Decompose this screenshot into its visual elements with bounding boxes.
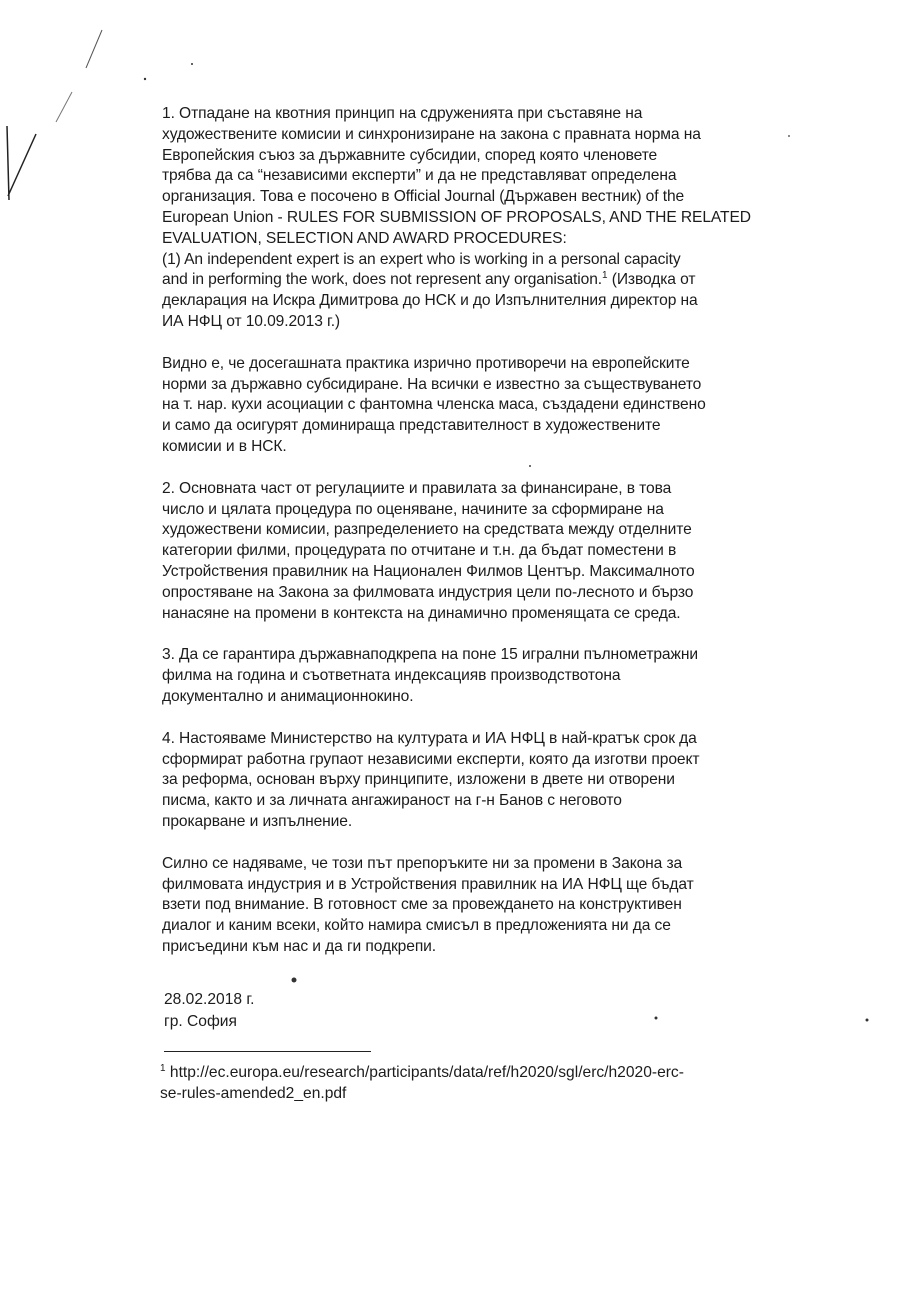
text-line: декларация на Искра Димитрова до НСК и до Изпълнителния директор на — [162, 292, 698, 310]
text-line: трябва да са “независими експерти” и да не представляват определена — [162, 167, 677, 185]
scan-stroke-4 — [7, 126, 9, 200]
paragraph-5 — [162, 729, 772, 833]
text-line: писма, както и за личната ангажираност на г-н Банов с неговото — [162, 792, 622, 810]
letter-body — [162, 104, 772, 979]
text-line: за реформа, основан върху принципите, изложени в двете ни отворени — [162, 771, 675, 789]
scan-dot — [655, 1017, 658, 1020]
paragraph-1 — [162, 104, 772, 333]
text-line: 1. Отпадане на квотния принцип на сдруженията при съставяне на — [162, 105, 643, 122]
text-line: и само да осигурят доминираща представителност в художествените — [162, 417, 661, 435]
text-line: число и цялата процедура по оценяване, начините за сформиране на — [162, 500, 664, 518]
scan-dot — [144, 78, 146, 80]
scan-dot — [866, 1019, 869, 1022]
footnote-divider — [164, 1051, 371, 1052]
letter-place: гр. София — [164, 1013, 237, 1030]
paragraph-6 — [162, 854, 772, 958]
text-line: документално и анимационнокино. — [162, 687, 414, 705]
paragraph-4 — [162, 645, 772, 707]
text-line: филмовата индустрия и в Устройствения правилник на ИА НФЦ ще бъдат — [162, 875, 694, 893]
text-line: филма на година и съответната индексацияв производствотона — [162, 667, 621, 685]
footnote-url-part-1[interactable]: http://ec.europa.eu/research/participants/data/ref/h2020/sgl/erc/h2020-erc- — [165, 1064, 684, 1081]
scan-dot — [191, 63, 193, 65]
scan-dot — [788, 135, 790, 137]
text-line: сформират работна групаот независими експерти, която да изготви проект — [162, 750, 700, 768]
text-line: на т. нар. кухи асоциации с фантомна членска маса, създадени единствено — [162, 396, 706, 414]
text-line: комисии и в НСК. — [162, 437, 287, 455]
text-line: художествени комисии, разпределението на средствата между отделните — [162, 521, 692, 539]
signature-block — [164, 989, 255, 1033]
text-line: 2. Основната част от регулациите и правилата за финансиране, в това — [162, 479, 672, 497]
scan-stroke-2 — [56, 92, 72, 122]
footnote — [160, 1063, 800, 1105]
text-line: нанасяне на промени в контекста на динамично променящата се среда. — [162, 604, 681, 622]
text-line: Устройствения правилник на Национален Филмов Център. Максималното — [162, 562, 695, 580]
text-line: Видно е, че досегашната практика изрично противоречи на европейските — [162, 354, 690, 372]
text-line: опростяване на Закона за филмовата индустрия цели по-лесното и бързо — [162, 583, 694, 601]
text-line: ИА НФЦ от 10.09.2013 г.) — [162, 312, 341, 330]
quote-tail: (Изводка от — [607, 271, 696, 289]
text-line: присъедини към нас и да ги подкрепи. — [162, 937, 437, 955]
text-line: Силно се надяваме, че този път препоръките ни за промени в Закона за — [162, 854, 683, 872]
text-line: прокарване и изпълнение. — [162, 812, 353, 830]
paragraph-3 — [162, 479, 772, 625]
scan-stroke-3 — [8, 134, 36, 196]
footnote-url-part-2[interactable]: se-rules-amended2_en.pdf — [160, 1084, 347, 1102]
text-line: организация. Това е посочено в Official Journal (Държавен вестник) of the — [162, 188, 685, 206]
footnote-line-1 — [160, 1063, 800, 1084]
text-line: 3. Да се гарантира държавнаподкрепа на поне 15 игрални пълнометражни — [162, 646, 698, 664]
text-line-with-footnote — [162, 270, 772, 291]
footnote-mark: 1 — [160, 1062, 166, 1074]
text-line: диалог и каним всеки, който намира смисъл в предложенията ни да се — [162, 917, 671, 935]
footnote-reference: 1 — [602, 270, 608, 282]
text-line: категории филми, процедурата по отчитане и т.н. да бъдат поместени в — [162, 542, 677, 560]
text-line: (1) An independent expert is an expert who is working in a personal capacity — [162, 250, 681, 268]
text-line: художествените комисии и синхронизиране на закона с правната норма на — [162, 125, 701, 143]
letter-date: 28.02.2018 г. — [164, 991, 255, 1008]
text-line: Европейския съюз за държавните субсидии, според която членовете — [162, 146, 658, 164]
text-line: норми за държавно субсидиране. На всички е известно за съществуването — [162, 375, 702, 393]
paragraph-2 — [162, 354, 772, 458]
text-line: European Union - RULES FOR SUBMISSION OF PROPOSALS, AND THE RELATED — [162, 208, 751, 226]
scan-stroke-1 — [86, 30, 102, 68]
quote-text: and in performing the work, does not represent any organisation. — [162, 271, 603, 289]
text-line: взети под внимание. В готовност сме за провеждането на конструктивен — [162, 896, 682, 914]
text-line: EVALUATION, SELECTION AND AWARD PROCEDURES: — [162, 229, 567, 247]
text-line: 4. Настояваме Министерство на културата и ИА НФЦ в най-кратък срок да — [162, 729, 697, 747]
